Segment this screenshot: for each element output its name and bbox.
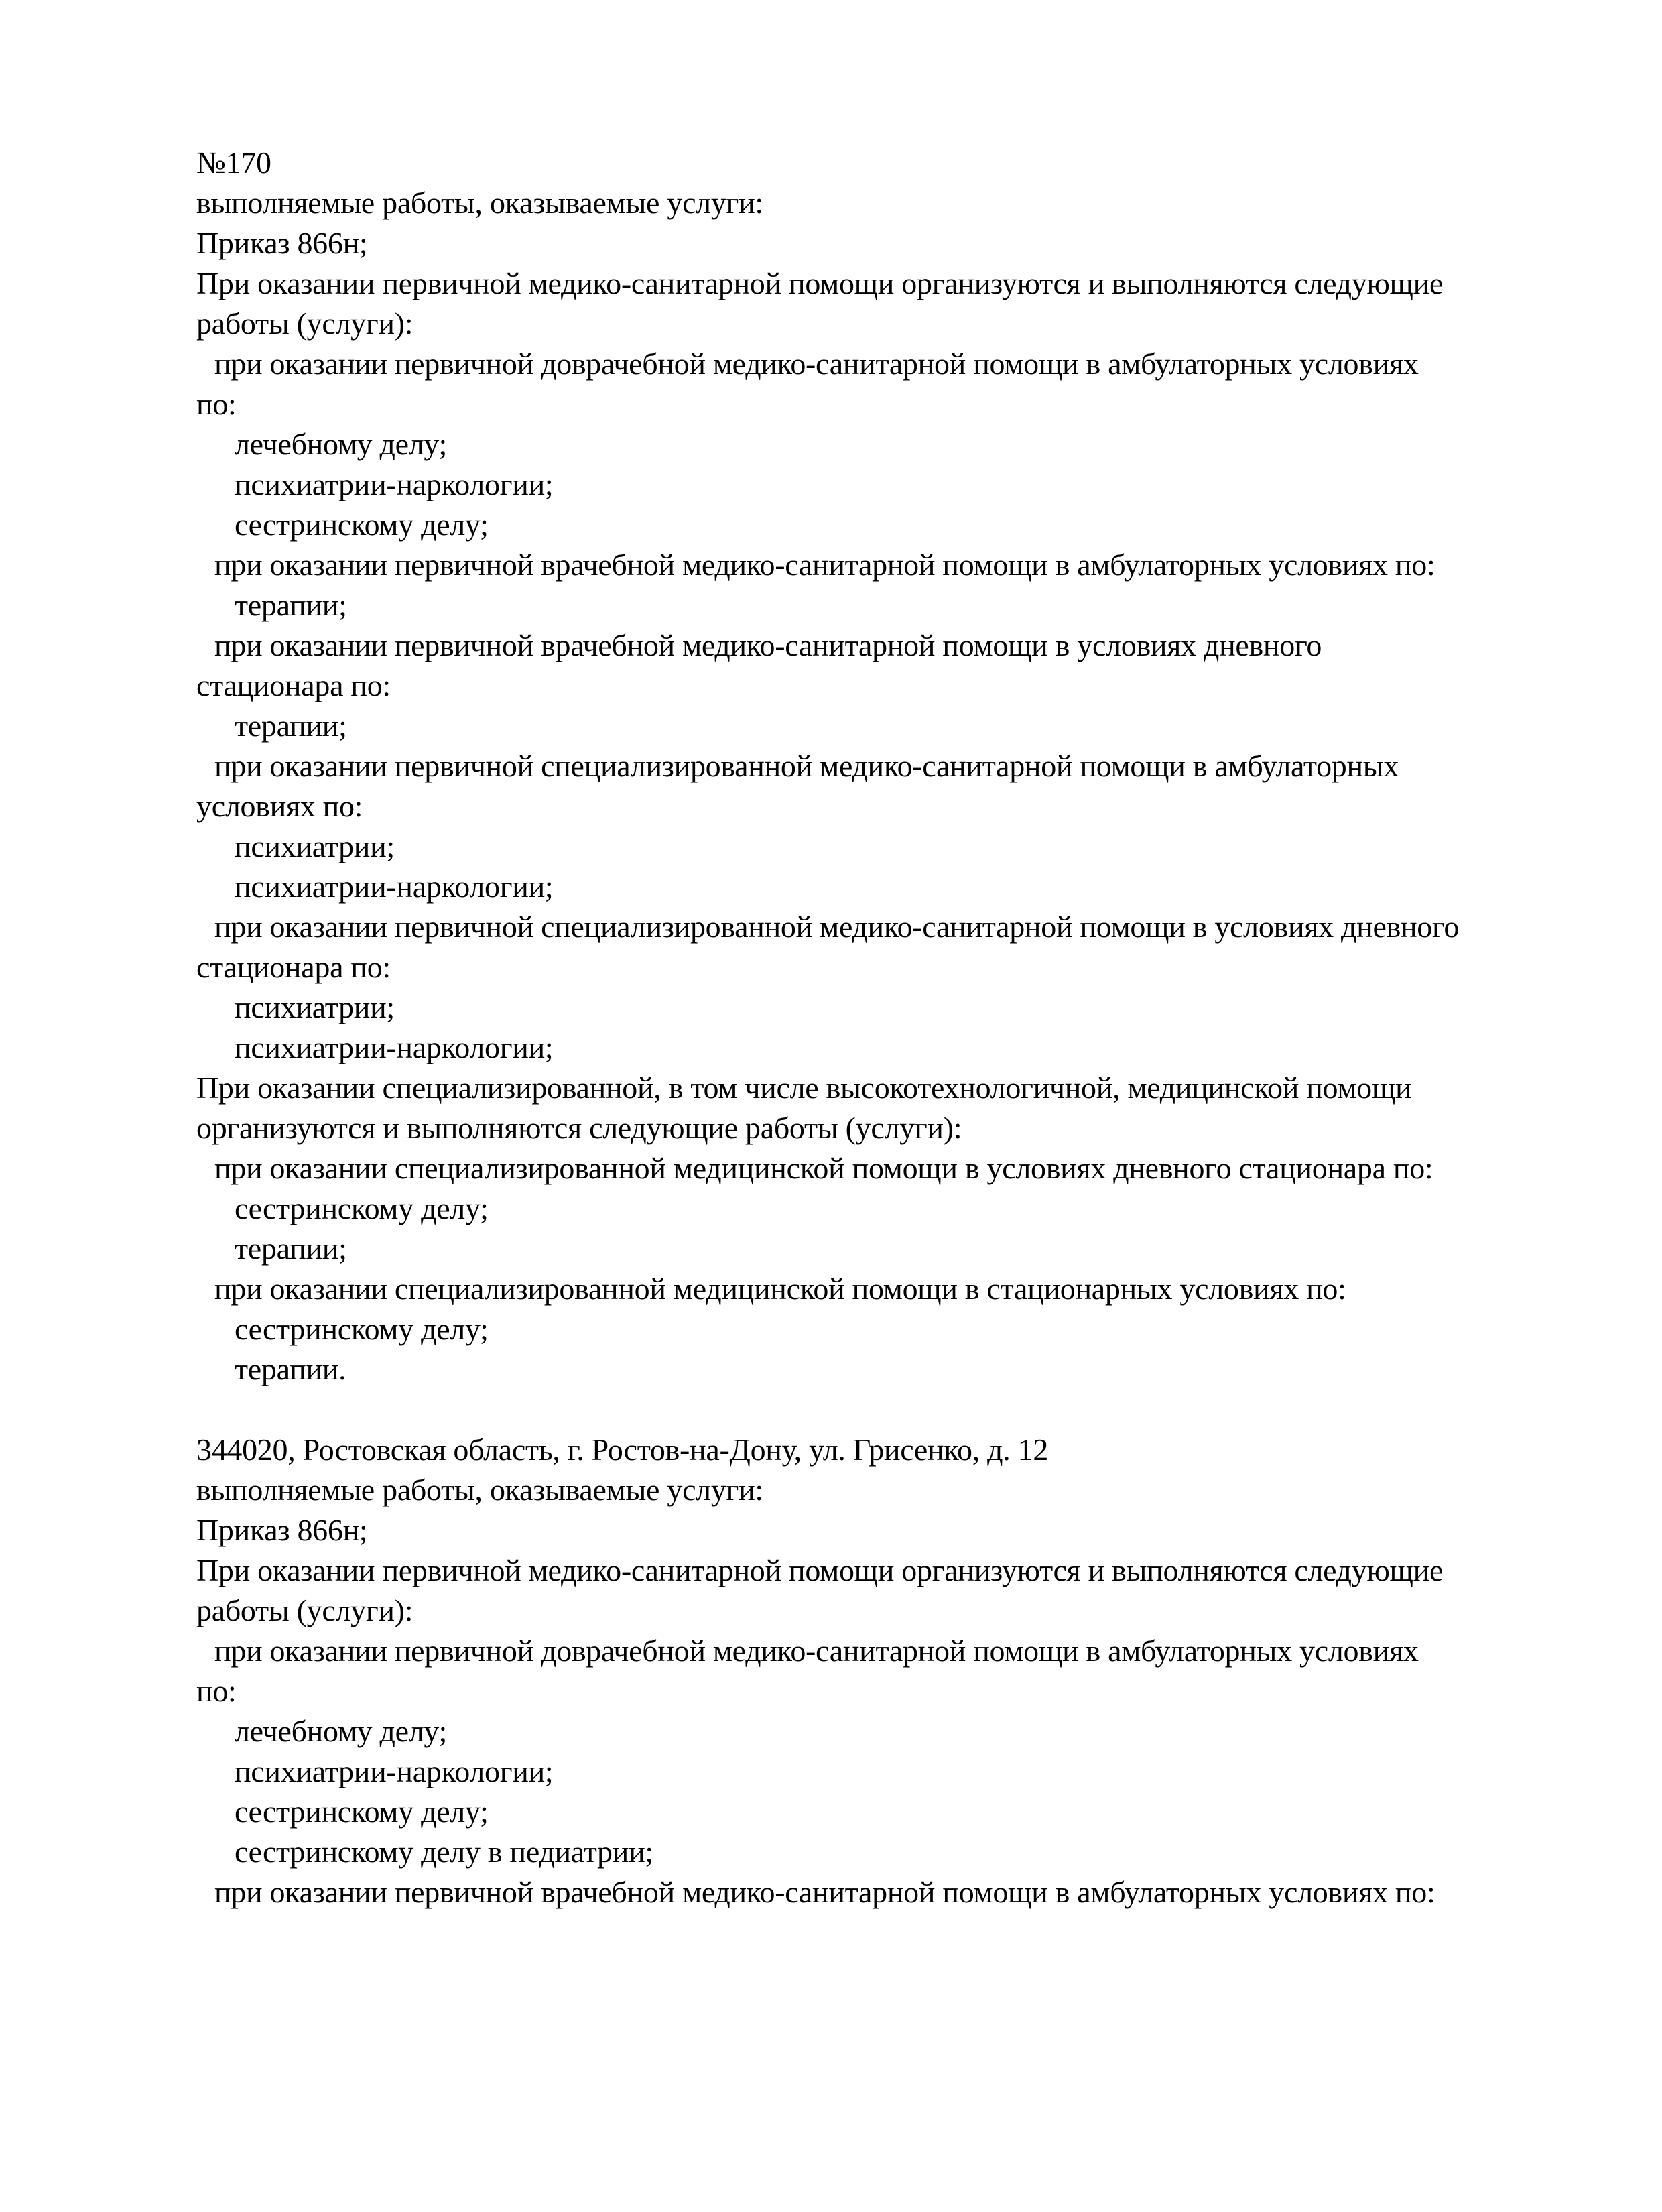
text-line: при оказании первичной врачебной медико-санитарной помощи в амбулаторных условиях по: — [214, 1875, 1435, 1909]
text-line: сестринскому делу; — [235, 1191, 489, 1225]
text-line: работы (услуги): — [196, 306, 413, 341]
text-line: Приказ 866н; — [196, 226, 368, 260]
text-line: сестринскому делу; — [235, 507, 489, 542]
text-line: при оказании специализированной медицинской помощи в условиях дневного стационара по: — [214, 1151, 1433, 1185]
text-line: условиях по: — [196, 789, 363, 823]
license-number-line: №170 — [196, 145, 271, 180]
license-services-text-block — [196, 143, 1590, 1912]
text-line: сестринскому делу; — [235, 1794, 489, 1829]
text-line: при оказании первичной специализированной медико-санитарной помощи в условиях дневного — [214, 910, 1460, 944]
text-line: психиатрии-наркологии; — [235, 1030, 554, 1064]
text-line: по: — [196, 387, 237, 421]
text-line: психиатрии; — [235, 990, 395, 1024]
text-line: При оказании специализированной, в том числе высокотехнологичной, медицинской помощи — [196, 1070, 1412, 1105]
text-line: при оказании первичной врачебной медико-санитарной помощи в условиях дневного — [214, 628, 1322, 662]
text-line: При оказании первичной медико-санитарной помощи организуются и выполняются следующие — [196, 1553, 1444, 1587]
text-line: психиатрии-наркологии; — [235, 1754, 554, 1788]
text-line: лечебному делу; — [235, 427, 447, 461]
text-line: при оказании первичной доврачебной медико-санитарной помощи в амбулаторных условиях — [214, 1634, 1419, 1668]
text-line: При оказании первичной медико-санитарной помощи организуются и выполняются следующие — [196, 266, 1444, 300]
text-line: психиатрии-наркологии; — [235, 467, 554, 501]
text-line: выполняемые работы, оказываемые услуги: — [196, 1473, 763, 1507]
text-line: психиатрии-наркологии; — [235, 869, 554, 904]
text-line: организуются и выполняются следующие работы (услуги): — [196, 1111, 962, 1145]
text-line: лечебному делу; — [235, 1714, 447, 1748]
text-line: при оказании первичной врачебной медико-санитарной помощи в амбулаторных условиях по: — [214, 548, 1435, 582]
text-line: терапии; — [235, 1231, 347, 1266]
text-line: Приказ 866н; — [196, 1513, 368, 1547]
text-line: терапии; — [235, 588, 347, 622]
blank-line — [196, 1390, 1590, 1430]
address-line: 344020, Ростовская область, г. Ростов-на-Дону, ул. Грисенко, д. 12 — [196, 1432, 1049, 1467]
text-line: при оказании специализированной медицинской помощи в стационарных условиях по: — [214, 1272, 1346, 1306]
text-line: терапии; — [235, 709, 347, 743]
text-line: при оказании первичной специализированной медико-санитарной помощи в амбулаторных — [214, 749, 1399, 783]
text-line: психиатрии; — [235, 829, 395, 863]
text-line: работы (услуги): — [196, 1593, 413, 1627]
text-line: терапии. — [235, 1352, 346, 1386]
text-line: сестринскому делу в педиатрии; — [235, 1835, 653, 1869]
text-line: стационара по: — [196, 950, 391, 984]
text-line: при оказании первичной доврачебной медико-санитарной помощи в амбулаторных условиях — [214, 347, 1419, 381]
text-line: стационара по: — [196, 668, 391, 702]
text-line: выполняемые работы, оказываемые услуги: — [196, 186, 763, 220]
text-line: по: — [196, 1674, 237, 1708]
text-line: сестринскому делу; — [235, 1312, 489, 1346]
